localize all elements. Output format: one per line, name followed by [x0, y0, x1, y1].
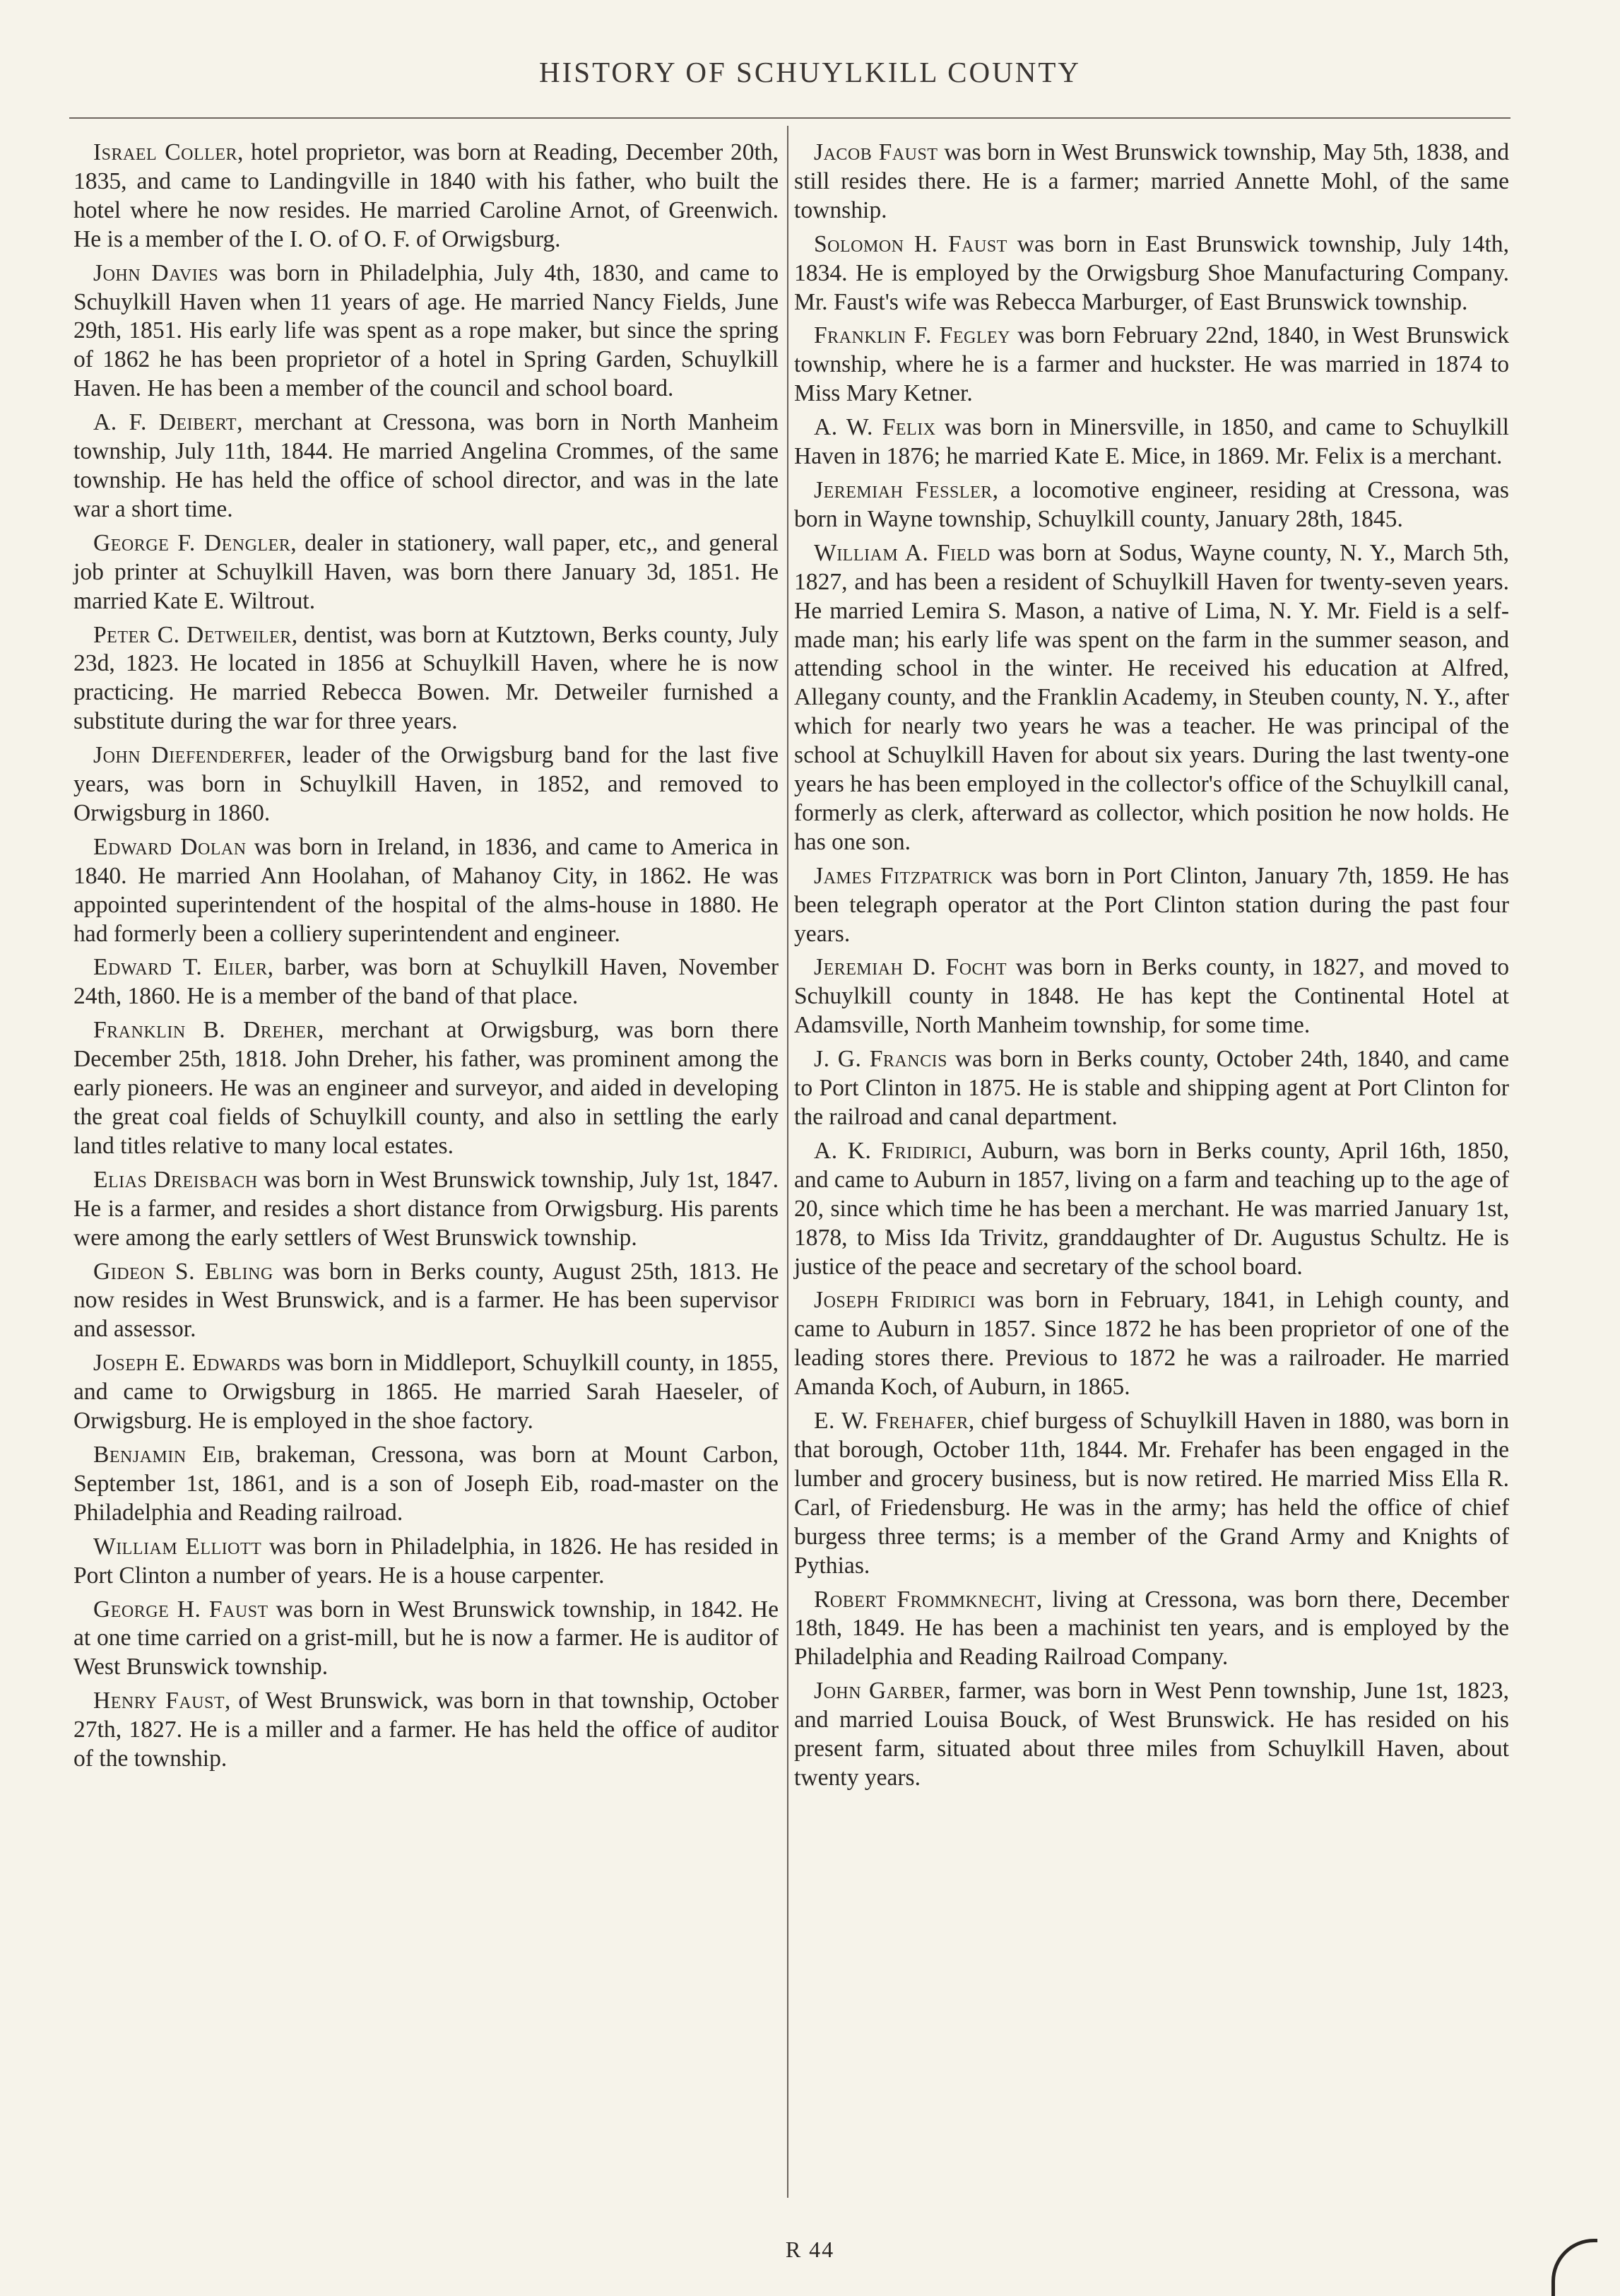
biography-text: was born in East Brunswick township, July 14th, 1834. He is employed by the Orwigsburg Shoe Manufacturing Company. Mr. Faust's wife was Rebecca Marburger, of East Brunswick township. [794, 230, 1509, 315]
biography-entry [73, 833, 779, 949]
person-name: Edward T. Eiler [93, 954, 268, 981]
person-name: William Elliott [93, 1533, 262, 1560]
person-name: A. W. Felix [814, 414, 936, 441]
header-rule [69, 117, 1510, 119]
biography-text: , brakeman, Cressona, was born at Mount Carbon, September 1st, 1861, and is a son of Joseph Eib, road-master on the Philadelphia and Reading railroad. [73, 1441, 779, 1526]
biography-entry [73, 1687, 779, 1774]
biography-text: , leader of the Orwigsburg band for the last five years, was born in Schuylkill Haven, in 1852, and removed to Orwigsburg in 1860. [73, 742, 779, 826]
person-name: John Davies [93, 259, 219, 286]
biography-text: , farmer, was born in West Penn township, June 1st, 1823, and married Louisa Bouck, of West Brunswick. He has resided on his present farm, situated about three miles from Schuylkill Haven, about twenty years. [794, 1678, 1509, 1791]
biography-text: was born in Berks county, in 1827, and moved to Schuylkill county in 1848. He has kept the Continental Hotel at Adamsville, North Manheim township, for some time. [794, 954, 1509, 1039]
biography-entry [794, 1407, 1509, 1580]
biography-text: , living at Cressona, was born there, December 18th, 1849. He has been a machinist ten years, and is employed by the Philadelphia and Reading Railroad Company. [794, 1586, 1509, 1671]
biography-entry [73, 741, 779, 828]
biography-text: was born in Ireland, in 1836, and came to America in 1840. He married Ann Hoolahan, of Mahanoy City, in 1862. He was appointed superintendent of the hospital of the alms-house in 1880. He had formerly been a colliery superintendent and engineer. [73, 833, 779, 947]
person-name: Peter C. Detweiler [93, 621, 292, 648]
biography-entry [73, 1349, 779, 1436]
biography-entry [794, 1286, 1509, 1402]
person-name: Israel Coller [93, 139, 238, 165]
biography-entry [73, 529, 779, 616]
person-name: Jeremiah Fessler [814, 476, 993, 503]
biography-text: was born in West Brunswick township, July 1st, 1847. He is a farmer, and resides a short distance from Orwigsburg. His parents were among the early settlers of West Brunswick township. [73, 1166, 779, 1251]
biography-text: was born in Port Clinton, January 7th, 1859. He has been telegraph operator at the Port Clinton station during the past four years. [794, 862, 1509, 947]
person-name: Robert Frommknecht [814, 1586, 1036, 1613]
person-name: George H. Faust [93, 1596, 268, 1623]
person-name: Edward Dolan [93, 833, 247, 860]
biography-text: was born in Berks county, August 25th, 1813. He now resides in West Brunswick, and is a farmer. He has been supervisor and assessor. [73, 1258, 779, 1343]
person-name: A. F. Deibert [93, 409, 237, 436]
biography-text: , merchant at Cressona, was born in North Manheim township, July 11th, 1844. He married Angelina Crommes, of the same township. He has held the office of school director, and was in the late war a short time. [73, 409, 779, 522]
biography-text: , Auburn, was born in Berks county, April 16th, 1850, and came to Auburn in 1857, living on a farm and teaching up to the age of 20, since which time he has been a merchant. He was married January 1st, 1878, to Miss Ida Trivitz, granddaughter of Dr. Augustus Schultz. He is justice of the peace and secretary of the school board. [794, 1137, 1509, 1280]
biography-entry [794, 1045, 1509, 1132]
person-name: Solomon H. Faust [814, 230, 1007, 257]
biography-text: was born at Sodus, Wayne county, N. Y., March 5th, 1827, and has been a resident of Schuylkill Haven for twenty-seven years. He married Lemira S. Mason, a native of Lima, N. Y. Mr. Field is a self-made man; his early life was spent on the farm in the summer season, and attending school in the winter. He received his education at Alfred, Allegany county, and the Franklin Academy, in Steuben county, N. Y., after which for nearly two years he was a teacher. He was principal of the school at Schuylkill Haven for about six years. During the last twenty-one years he has been employed in the collector's office of the Schuylkill canal, formerly as clerk, afterward as collector, which position he now holds. He has one son. [794, 539, 1509, 855]
biography-entry [73, 953, 779, 1011]
biography-entry [73, 1441, 779, 1528]
person-name: Benjamin Eib [93, 1441, 235, 1468]
biography-text: was born in Berks county, October 24th, 1840, and came to Port Clinton in 1875. He is stable and shipping agent at Port Clinton for the railroad and canal department. [794, 1046, 1510, 1130]
biography-text: was born in Philadelphia, in 1826. He has resided in Port Clinton a number of years. He is a house carpenter. [73, 1533, 779, 1589]
person-name: John Garber [814, 1678, 945, 1705]
biography-entry [73, 259, 779, 404]
biography-entry [73, 1596, 779, 1683]
biography-text: , chief burgess of Schuylkill Haven in 1880, was born in that borough, October 11th, 1844. Mr. Frehafer has been engaged in the lumber and grocery business, but is now retired. He married Miss Ella R. Carl, of Friedensburg. He was in the army; has held the office of chief burgess three terms; is a member of the Grand Army and Knights of Pythias. [794, 1408, 1509, 1579]
biography-text: , hotel proprietor, was born at Reading, December 20th, 1835, and came to Landingville in 1840 with his father, who built the hotel where he now resides. He married Caroline Arnot, of Greenwich. He is a member of the I. O. of O. F. of Orwigsburg. [73, 139, 779, 252]
biography-entry [794, 953, 1509, 1040]
biography-text: was born February 22nd, 1840, in West Brunswick township, where he is a farmer and huckster. He was married in 1874 to Miss Mary Ketner. [794, 322, 1509, 407]
biography-text: was born in West Brunswick township, May 5th, 1838, and still resides there. He is a farmer; married Annette Mohl, of the same township. [794, 139, 1509, 223]
biography-text: , a locomotive engineer, residing at Cressona, was born in Wayne township, Schuylkill county, January 28th, 1845. [794, 476, 1509, 532]
biography-entry [73, 408, 779, 524]
biography-text: , dealer in stationery, wall paper, etc,, and general job printer at Schuylkill Haven, was born there January 3d, 1851. He married Kate E. Wiltrout. [73, 529, 779, 614]
person-name: Gideon S. Ebling [93, 1258, 273, 1285]
biography-entry [73, 1533, 779, 1591]
biography-entry [794, 230, 1509, 317]
biography-entry [794, 862, 1509, 949]
biography-entry [73, 1016, 779, 1161]
biography-entry [794, 539, 1509, 857]
biography-text: was born in West Brunswick township, in 1842. He at one time carried on a grist-mill, but he is now a farmer. He is auditor of West Brunswick township. [73, 1596, 779, 1680]
left-column [73, 139, 779, 1779]
biography-entry [794, 413, 1509, 471]
person-name: Elias Dreisbach [93, 1166, 258, 1193]
page-title: HISTORY OF SCHUYLKILL COUNTY [539, 56, 1081, 88]
biography-entry [794, 1137, 1509, 1282]
biography-entry [73, 1166, 779, 1253]
person-name: James Fitzpatrick [814, 862, 993, 889]
biography-entry [794, 1586, 1509, 1673]
person-name: Henry Faust [93, 1688, 225, 1714]
biography-entry [73, 139, 779, 254]
biography-text: , dentist, was born at Kutztown, Berks county, July 23d, 1823. He located in 1856 at Schuylkill Haven, where he is now practicing. He married Rebecca Bowen. Mr. Detweiler furnished a substitute during the war for three years. [73, 621, 779, 735]
biography-entry [794, 476, 1509, 534]
person-name: J. G. Francis [814, 1046, 947, 1073]
page-folio: R 44 [785, 2237, 835, 2262]
biography-text: was born in Minersville, in 1850, and came to Schuylkill Haven in 1876; he married Kate E. Mice, in 1869. Mr. Felix is a merchant. [794, 414, 1509, 470]
biography-text: was born in February, 1841, in Lehigh county, and came to Auburn in 1857. Since 1872 he has been proprietor of one of the leading stores there. Previous to 1872 he was a railroader. He married Amanda Koch, of Auburn, in 1865. [794, 1287, 1510, 1401]
biography-text: , of West Brunswick, was born in that township, October 27th, 1827. He is a miller and a farmer. He has held the office of auditor of the township. [73, 1688, 779, 1772]
biography-entry [73, 1258, 779, 1345]
person-name: Joseph Fridirici [814, 1287, 976, 1314]
biography-text: was born in Philadelphia, July 4th, 1830, and came to Schuylkill Haven when 11 years of age. He married Nancy Fields, June 29th, 1851. His early life was spent as a rope maker, but since the spring of 1862 he has been proprietor of a hotel in Spring Garden, Schuylkill Haven. He has been a member of the council and school board. [73, 259, 779, 402]
biography-entry [794, 139, 1509, 225]
right-column [794, 139, 1509, 1798]
biography-text: was born in Middleport, Schuylkill county, in 1855, and came to Orwigsburg in 1865. He married Sarah Haeseler, of Orwigsburg. He is employed in the shoe factory. [73, 1350, 779, 1435]
biography-entry [73, 621, 779, 737]
column-divider [787, 126, 788, 2198]
person-name: A. K. Fridirici [814, 1137, 966, 1164]
person-name: E. W. Frehafer [814, 1408, 969, 1435]
person-name: Joseph E. Edwards [93, 1350, 281, 1377]
biography-entry [794, 322, 1509, 408]
biography-entry [794, 1677, 1509, 1793]
biography-text: , barber, was born at Schuylkill Haven, November 24th, 1860. He is a member of the band of that place. [73, 954, 779, 1010]
person-name: William A. Field [814, 539, 991, 566]
person-name: Jeremiah D. Focht [814, 954, 1007, 981]
person-name: Jacob Faust [814, 139, 938, 165]
person-name: Franklin B. Dreher [93, 1017, 318, 1044]
person-name: John Diefenderfer [93, 742, 286, 769]
biography-text: , merchant at Orwigsburg, was born there December 25th, 1818. John Dreher, his father, was prominent among the early pioneers. He was an engineer and surveyor, and aided in developing the great coal fields of Schuylkill county, and also in settling the early land titles relative to many local estates. [73, 1017, 779, 1159]
person-name: Franklin F. Fegley [814, 322, 1011, 349]
person-name: George F. Dengler [93, 529, 291, 556]
